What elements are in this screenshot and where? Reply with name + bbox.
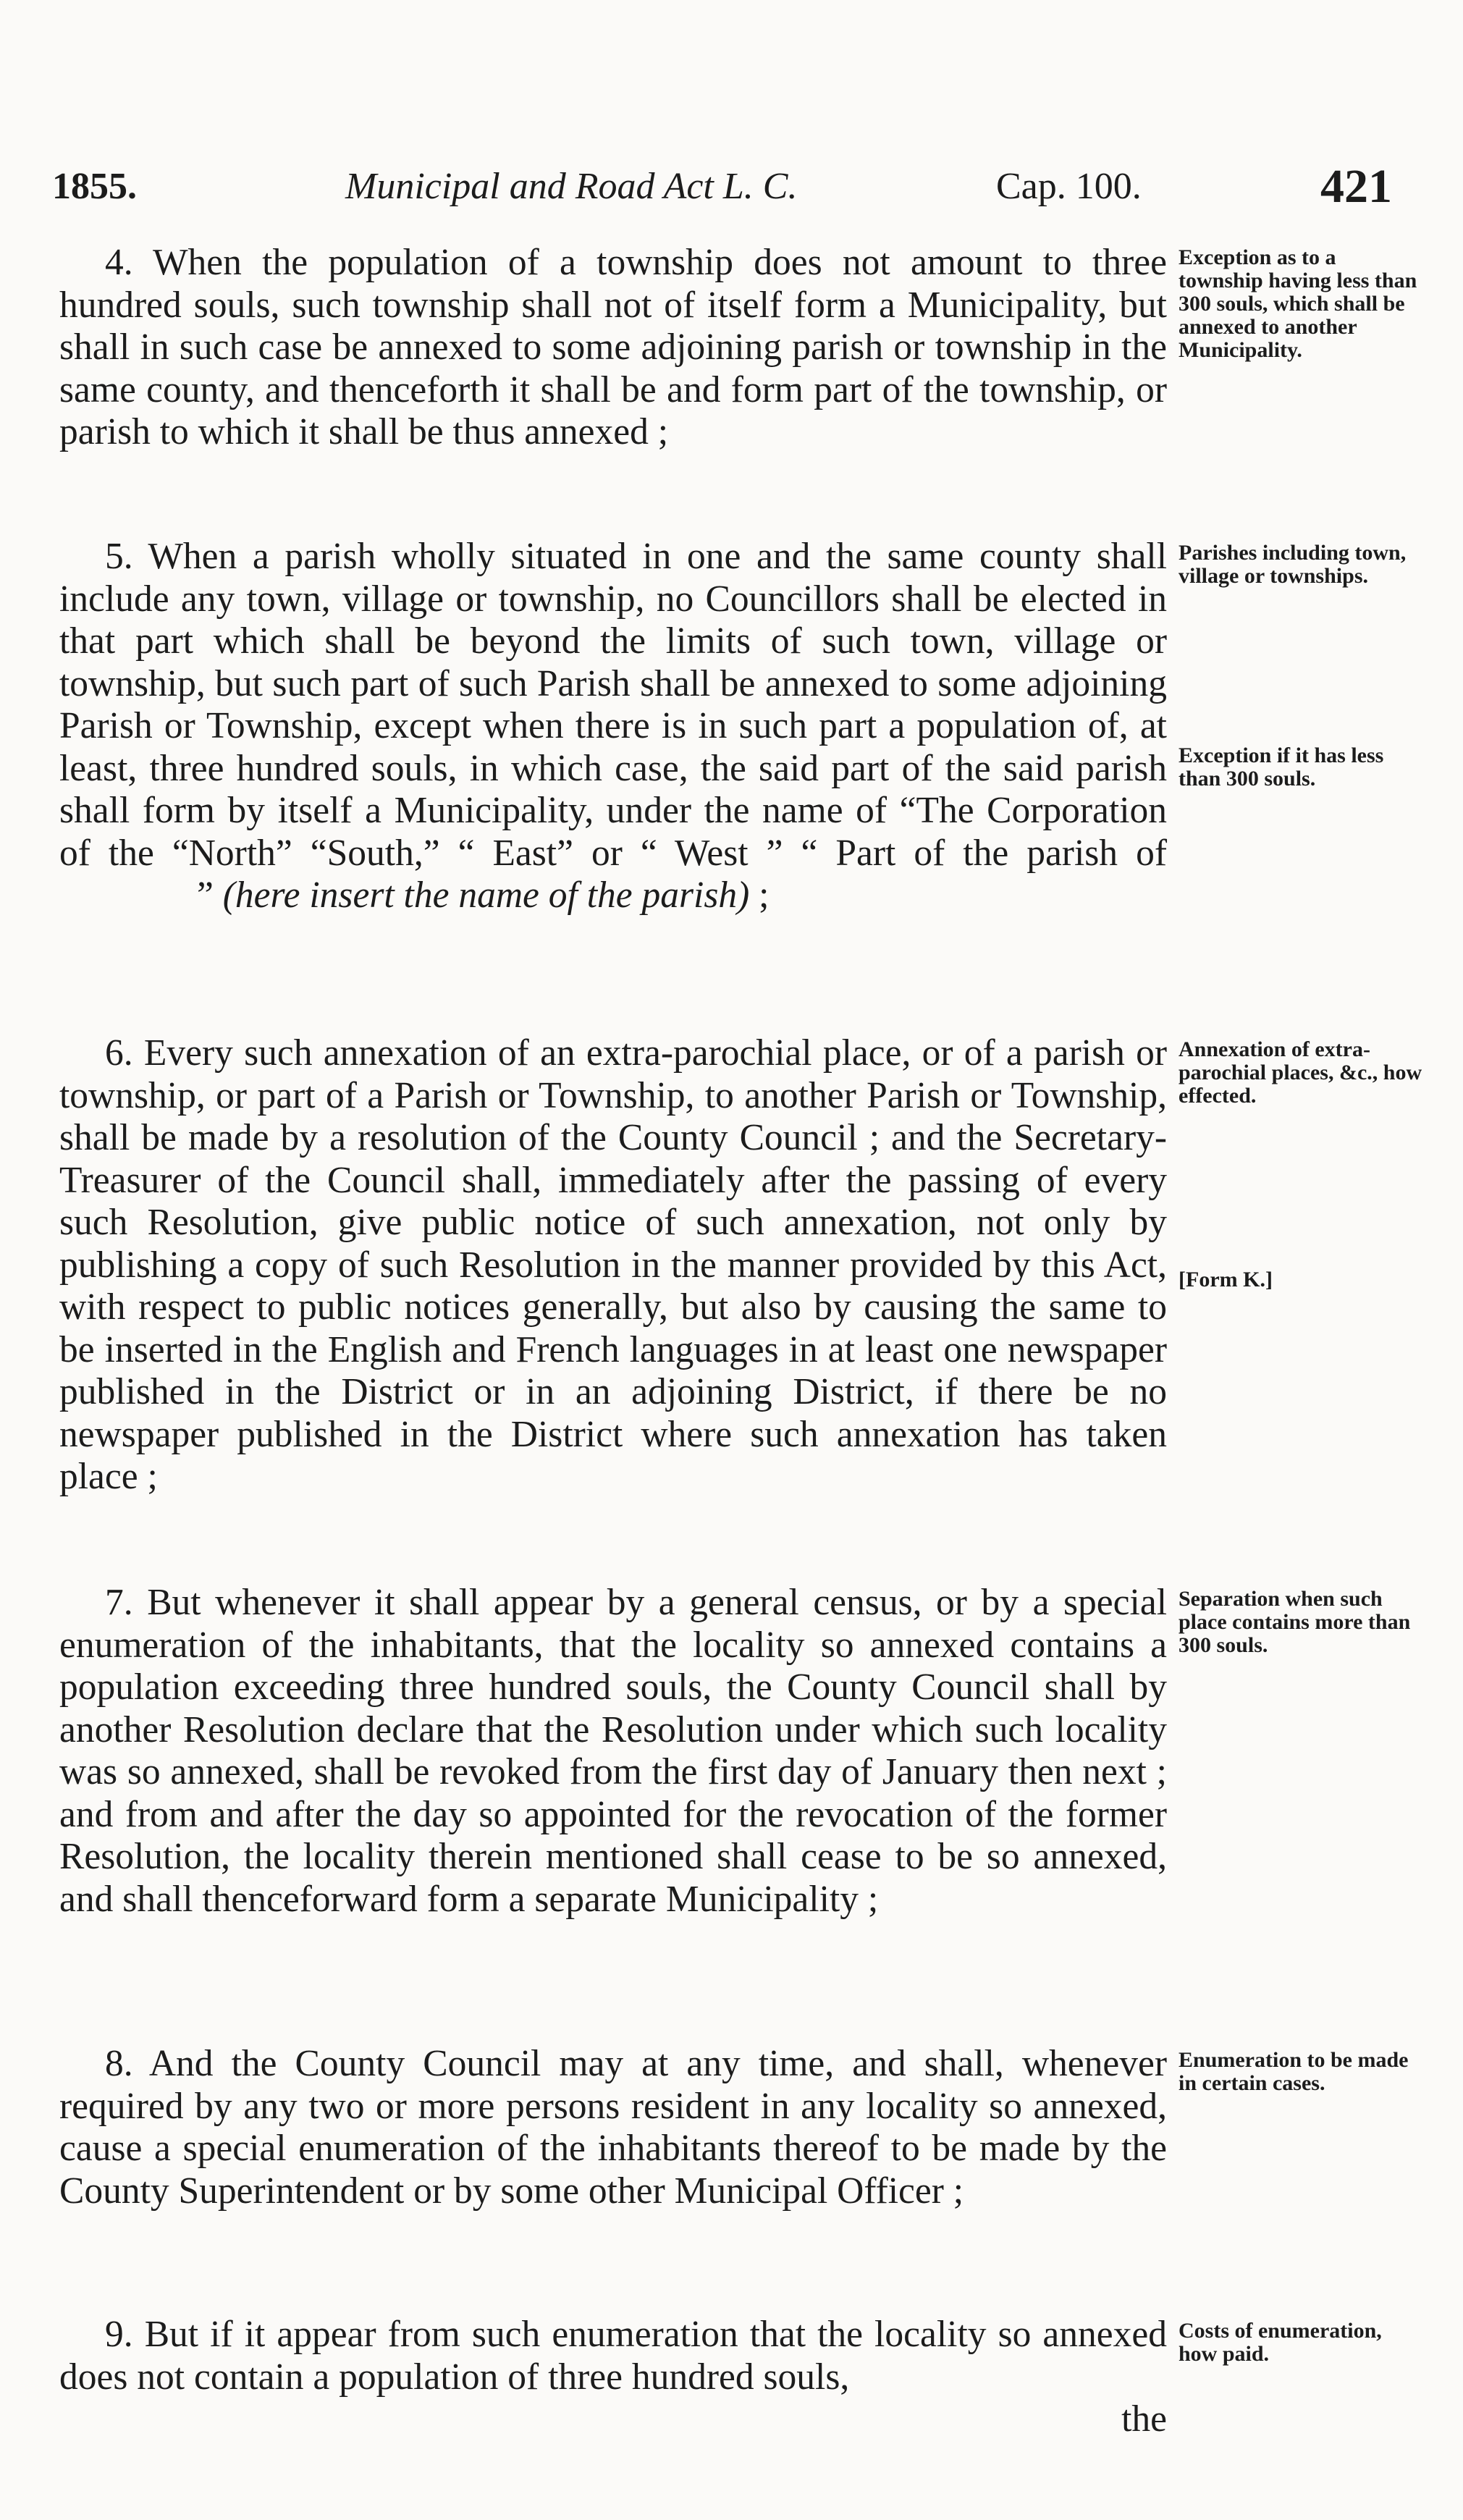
margin-note-text: Parishes including town, village or townships. <box>1179 541 1407 588</box>
margin-note-9 <box>1179 2319 1425 2366</box>
margin-note-4 <box>1179 246 1425 362</box>
section-9 <box>59 2314 1167 2441</box>
margin-note-5 <box>1179 541 1425 588</box>
section-7-paragraph <box>59 1582 1167 1921</box>
section-8 <box>59 2043 1167 2212</box>
section-5-paragraph <box>59 536 1167 917</box>
header-year: 1855. <box>52 166 137 207</box>
section-text: But if it appear from such enumeration that the locality so annexed does not contain a population of three hundred souls, <box>59 2314 1168 2398</box>
section-8-paragraph <box>59 2043 1167 2212</box>
margin-note-text: Enumeration to be made in certain cases. <box>1179 2048 1409 2095</box>
margin-note-6 <box>1179 1038 1425 1108</box>
section-number: 4. <box>105 242 133 283</box>
section-6-paragraph <box>59 1032 1167 1499</box>
section-text: But whenever it shall appear by a general census, or by a special enumeration of the inhabitants, that the locality so annexed contains a population exceeding three hundred souls, the County Council shall by another Resolution declare that the Resolution under which such locality was so annexed, shall be revoked from the first day of January then next ; and from and after the day so appointed for the revocation of the former Resolution, the locality therein mentioned shall cease to be so annexed, and shall thenceforward form a separate Municipality ; <box>59 1582 1167 1920</box>
section-number: 6. <box>105 1032 133 1074</box>
section-text-end: ” <box>197 875 214 916</box>
section-4-paragraph <box>59 242 1167 454</box>
margin-note-text: Exception as to a township having less than 300 souls, which shall be annexed to another Municipality. <box>1179 245 1417 362</box>
section-number: 5. <box>105 536 133 577</box>
margin-note-text: Annexation of extra-parochial places, &c., how effected. <box>1179 1037 1422 1108</box>
section-text: And the County Council may at any time, and shall, whenever required by any two or more persons resident in any locality so annexed, cause a special enumeration of the inhabitants thereof to be made by the County Superintendent or by some other Municipal Officer ; <box>59 2043 1167 2212</box>
margin-note-text: Costs of enumeration, how paid. <box>1179 2319 1382 2366</box>
catchword: the <box>1121 2398 1167 2440</box>
margin-note-8 <box>1179 2049 1425 2095</box>
margin-note-6b <box>1179 1268 1425 1291</box>
section-4 <box>59 242 1167 454</box>
margin-note-text: [Form K.] <box>1179 1268 1273 1291</box>
header-title: Municipal and Road Act L. C. <box>345 166 798 207</box>
section-number: 8. <box>105 2043 133 2084</box>
header-chapter: Cap. 100. <box>996 166 1142 207</box>
running-header <box>52 158 1420 216</box>
section-text: Every such annexation of an extra-parochial place, or of a parish or township, or part of a Parish or Township, to another Parish or Township, shall be made by a resolution of the County Council ; and the Secretary-Treasurer of the Council shall, immediately after the passing of every such Resolution, give public notice of such annexation, not only by publishing a copy of such Resolution in the manner provided by this Act, with respect to public notices generally, but also by causing the same to be inserted in the English and French languages in at least one newspaper published in the District or in an adjoining District, if there be no newspaper published in the District where such annexation has taken place ; <box>59 1032 1168 1497</box>
section-number: 9. <box>105 2314 133 2355</box>
section-number: 7. <box>105 1582 133 1623</box>
section-text-italic: (here insert the name of the parish) <box>222 875 750 916</box>
margin-note-text: Separation when such place contains more than 300 souls. <box>1179 1587 1411 1657</box>
page-number: 421 <box>1320 160 1392 213</box>
section-5 <box>59 536 1167 917</box>
section-7 <box>59 1582 1167 1921</box>
margin-note-text: Exception if it has less than 300 souls. <box>1179 743 1384 791</box>
section-text: When the population of a township does not amount to three hundred souls, such township shall not of itself form a Municipality, but shall in such case be annexed to some adjoining parish or township in the same county, and thenceforth it shall be and form part of the township, or parish to which it shall be thus annexed ; <box>59 242 1167 452</box>
margin-note-5b <box>1179 744 1425 791</box>
section-text-tail: ; <box>749 875 770 916</box>
section-9-paragraph <box>59 2314 1167 2398</box>
margin-note-7 <box>1179 1588 1425 1657</box>
section-text: When a parish wholly situated in one and the same county shall include any town, village or township, no Councillors shall be elected in that part which shall be beyond the limits of such town, village or township, but such part of such Parish shall be annexed to some adjoining Parish or Township, except when there is in such part a population of, at least, three hundred souls, in which case, the said part of the said parish shall form by itself a Municipality, under the name of “The Corporation of the “North” “South,” “ East” or “ West ” “ Part of the parish of <box>59 536 1167 874</box>
section-6 <box>59 1032 1167 1499</box>
